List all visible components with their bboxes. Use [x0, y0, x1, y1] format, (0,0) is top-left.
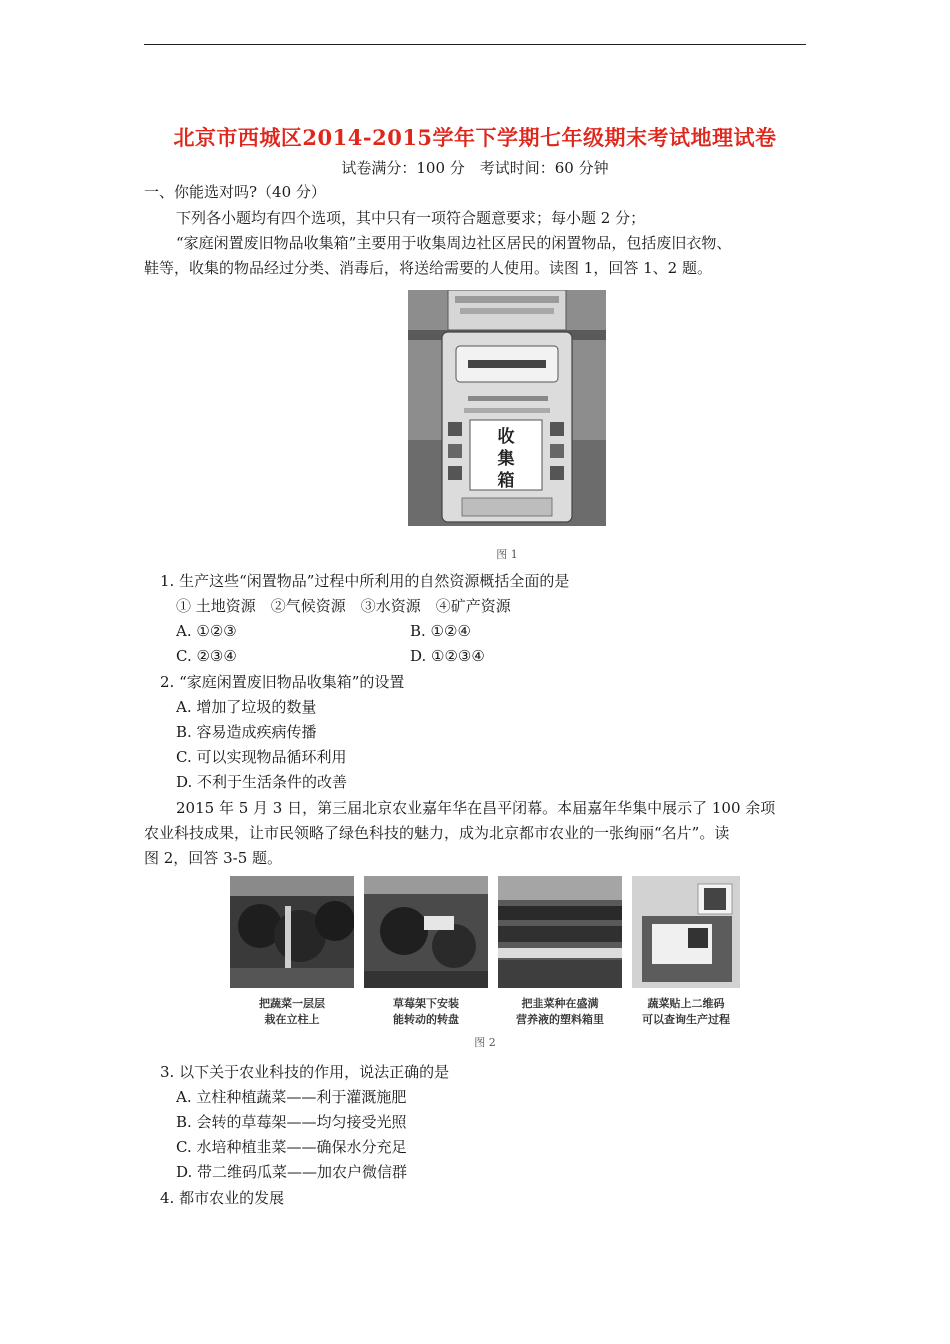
exam-info: 试卷满分：100 分 考试时间：60 分钟 [341, 159, 609, 177]
q1-option-a: A. ①②③ [176, 622, 237, 640]
sign-char-1: 收 [497, 427, 515, 447]
figure2-photo-2 [364, 876, 488, 988]
q1-option-d: D. ①②③④ [410, 647, 485, 665]
q1-option-c: C. ②③④ [176, 647, 237, 665]
figure2-photo-3 [498, 876, 622, 988]
q1-resources: ① 土地资源 ②气候资源 ③水资源 ④矿产资源 [176, 597, 511, 615]
figure2-caption: 图 2 [474, 1036, 496, 1049]
section-instruction: 下列各小题均有四个选项，其中只有一项符合题意要求；每小题 2 分； [176, 209, 646, 227]
q2-option-b: B. 容易造成疾病传播 [176, 723, 317, 741]
q4-stem: 4. 都市农业的发展 [160, 1189, 285, 1207]
q2-option-c: C. 可以实现物品循环利用 [176, 748, 347, 766]
section-heading: 一、你能选对吗?（40 分） [144, 183, 326, 201]
q1-stem: 1. 生产这些“闲置物品”过程中所利用的自然资源概括全面的是 [160, 572, 570, 590]
q3-option-a: A. 立柱种植蔬菜——利于灌溉施肥 [176, 1088, 407, 1106]
passage2-line1: 2015 年 5 月 3 日，第三届北京农业嘉年华在昌平闭幕。本届嘉年华集中展示了 100 余项 [176, 799, 776, 817]
figure2-caption-4: 蔬菜贴上二维码 可以查询生产过程 [642, 997, 730, 1026]
passage2-line3: 图 2，回答 3-5 题。 [144, 849, 283, 867]
figure2-photo-1 [230, 876, 354, 988]
q2-stem: 2. “家庭闲置废旧物品收集箱”的设置 [160, 673, 405, 691]
figure2-caption-3: 把韭菜种在盛满 营养液的塑料箱里 [516, 997, 604, 1026]
q2-option-a: A. 增加了垃圾的数量 [176, 698, 317, 716]
passage2-line2: 农业科技成果，让市民领略了绿色科技的魅力，成为北京都市农业的一张绚丽“名片”。读 [144, 824, 730, 842]
figure2-photo-4 [632, 876, 740, 988]
page-title: 北京市西城区2014-2015学年下学期七年级期末考试地理试卷 [173, 125, 777, 150]
figure1-photo [408, 290, 606, 526]
q3-option-c: C. 水培种植韭菜——确保水分充足 [176, 1138, 407, 1156]
sign-char-2: 集 [497, 449, 515, 469]
q3-stem: 3. 以下关于农业科技的作用，说法正确的是 [160, 1063, 450, 1081]
figure2-caption-1: 把蔬菜一层层 栽在立柱上 [259, 997, 325, 1026]
q1-option-b: B. ①②④ [410, 622, 471, 640]
passage1-line2: 鞋等，收集的物品经过分类、消毒后，将送给需要的人使用。读图 1，回答 1、2 题。 [144, 259, 712, 277]
figure2-caption-2: 草莓架下安装 能转动的转盘 [393, 997, 459, 1026]
q3-option-d: D. 带二维码瓜菜——加农户微信群 [176, 1163, 408, 1181]
q2-option-d: D. 不利于生活条件的改善 [176, 773, 348, 791]
header-rule [144, 44, 806, 45]
collection-box-illustration [408, 290, 606, 526]
sign-char-3: 箱 [497, 471, 515, 491]
q3-option-b: B. 会转的草莓架——均匀接受光照 [176, 1113, 407, 1131]
passage1-line1: “家庭闲置废旧物品收集箱”主要用于收集周边社区居民的闲置物品，包括废旧衣物、 [176, 234, 732, 252]
figure1-caption: 图 1 [496, 548, 518, 561]
